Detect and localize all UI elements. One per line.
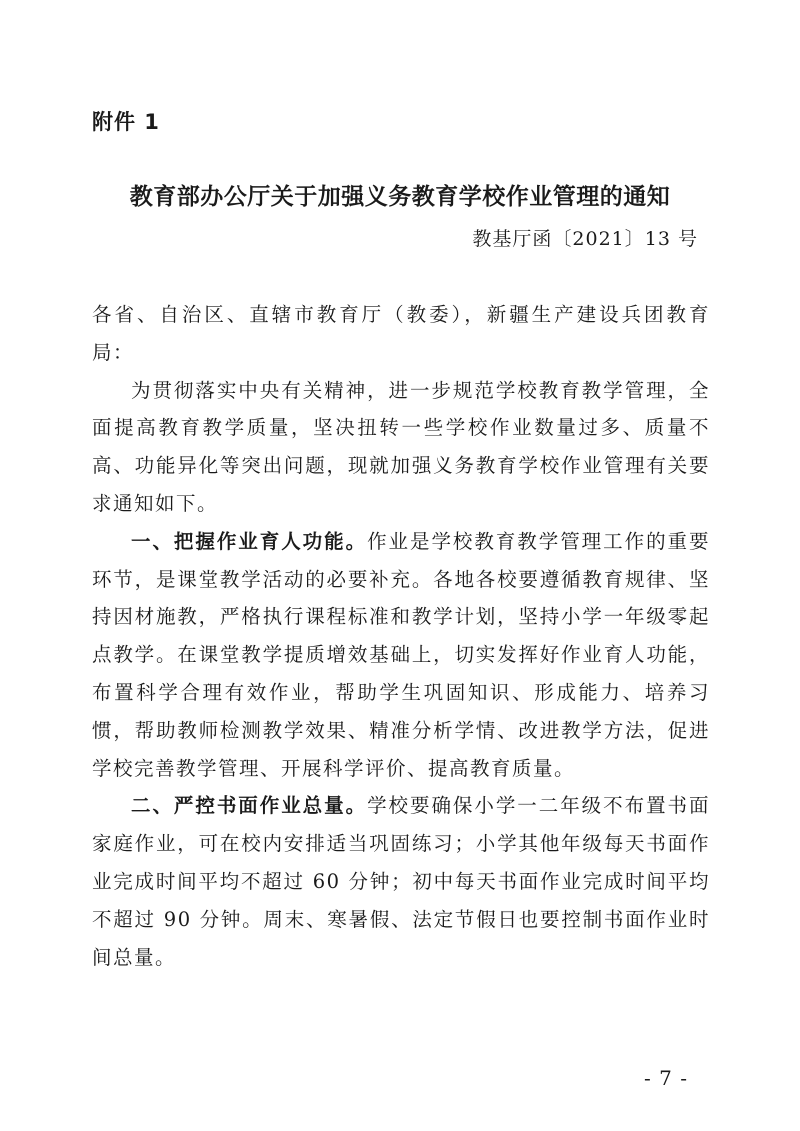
section-heading-2: 二、严控书面作业总量。 [131,794,368,818]
section-paragraph-1 [92,523,710,788]
salutation: 各省、自治区、直辖市教育厅（教委），新疆生产建设兵团教育局： [92,303,710,364]
document-title: 教育部办公厅关于加强义务教育学校作业管理的通知 [129,183,671,210]
attachment-label: 附件 1 [92,110,160,134]
section-paragraph-2 [92,787,710,976]
section-text-1: 作业是学校教育教学管理工作的重要环节，是课堂教学活动的必要补充。各地各校要遵循教育规律、坚持因材施教，严格执行课程标准和教学计划，坚持小学一年级零起点教学。在课堂教学提质增效基础上，切实发挥好作业育人功能，布置科学合理有效作业，帮助学生巩固知识、形成能力、培养习惯，帮助教师检测教学效果、精准分析学情、改进教学方法，促进学校完善教学管理、开展科学评价、提高教育质量。 [92,529,710,780]
intro-paragraph: 为贯彻落实中央有关精神，进一步规范学校教育教学管理，全面提高教育教学质量，坚决扭转一些学校作业数量过多、质量不高、功能异化等突出问题，现就加强义务教育学校作业管理有关要求通知如下。 [92,378,710,515]
section-text-2: 学校要确保小学一二年级不布置书面家庭作业，可在校内安排适当巩固练习；小学其他年级每天书面作业完成时间平均不超过 60 分钟；初中每天书面作业完成时间平均不超过 90 分钟。周末、寒暑假、法定节假日也要控制书面作业时间总量。 [92,794,710,969]
document-number: 教基厅函〔2021〕13 号 [472,228,698,250]
section-heading-1: 一、把握作业育人功能。 [131,529,368,553]
page-number: - 7 - [644,1066,688,1090]
document-body [92,296,710,976]
